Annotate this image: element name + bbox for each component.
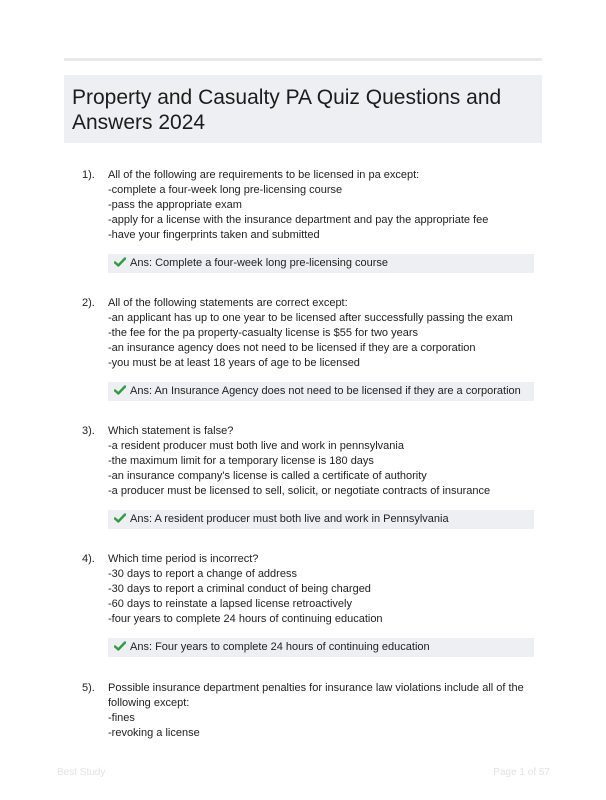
top-divider [64,58,542,61]
answer-box [108,510,534,529]
check-icon [114,513,126,523]
option-line: -an insurance company's license is called a certificate of authority [108,470,427,482]
option-line: -the fee for the pa property-casualty license is $55 for two years [108,327,418,339]
answer-text: Ans: A resident producer must both live and work in Pennsylvania [130,513,449,525]
option-line: -30 days to report a change of address [108,568,297,580]
question-text [108,424,538,499]
answer-box [108,638,534,657]
question-line: Which time period is incorrect? [108,553,259,565]
check-icon [114,385,126,395]
check-icon [114,641,126,651]
question-line: All of the following statements are correct except: [108,297,348,309]
option-line: -complete a four-week long pre-licensing course [108,184,343,196]
question-text [108,552,538,627]
option-line: -the maximum limit for a temporary license is 180 days [108,455,374,467]
question-line: All of the following are requirements to be licensed in pa except: [108,169,420,181]
question-line: following except: [108,697,190,709]
option-line: -30 days to report a criminal conduct of being charged [108,583,371,595]
option-line: -fines [108,712,135,724]
title-banner [64,75,542,143]
option-line: -a producer must be licensed to sell, solicit, or negotiate contracts of insurance [108,485,491,497]
question-text [108,168,538,243]
option-line: -a resident producer must both live and work in pennsylvania [108,440,404,452]
answer-text: Ans: An Insurance Agency does not need to be licensed if they are a corporation [130,385,521,397]
question-line: Which statement is false? [108,425,234,437]
option-line: -revoking a license [108,727,200,739]
question-line: Possible insurance department penalties for insurance law violations include all of the [108,682,524,694]
answer-text: Ans: Four years to complete 24 hours of continuing education [130,641,430,653]
option-line: -pass the appropriate exam [108,199,242,211]
option-line: -apply for a license with the insurance department and pay the appropriate fee [108,214,489,226]
question-text [108,681,538,741]
answer-box [108,382,534,401]
option-line: -have your fingerprints taken and submitted [108,229,320,241]
question-number: 3). [82,425,95,437]
question-number: 1). [82,169,95,181]
question-number: 2). [82,297,95,309]
option-line: -an insurance agency does not need to be licensed if they are a corporation [108,342,476,354]
question-text [108,296,538,371]
footer-brand: Best Study [57,767,106,778]
option-line: -60 days to reinstate a lapsed license retroactively [108,598,352,610]
option-line: -four years to complete 24 hours of continuing education [108,613,383,625]
answer-text: Ans: Complete a four-week long pre-licensing course [130,257,389,269]
question-number: 5). [82,682,95,694]
check-icon [114,257,126,267]
page-title: Property and Casualty PA Quiz Questions and Answers 2024 [72,86,502,134]
question-number: 4). [82,553,95,565]
option-line: -an applicant has up to one year to be licensed after successfully passing the exam [108,312,513,324]
answer-box [108,254,534,273]
option-line: -you must be at least 18 years of age to be licensed [108,357,360,369]
page-indicator: Page 1 of 57 [493,767,550,778]
